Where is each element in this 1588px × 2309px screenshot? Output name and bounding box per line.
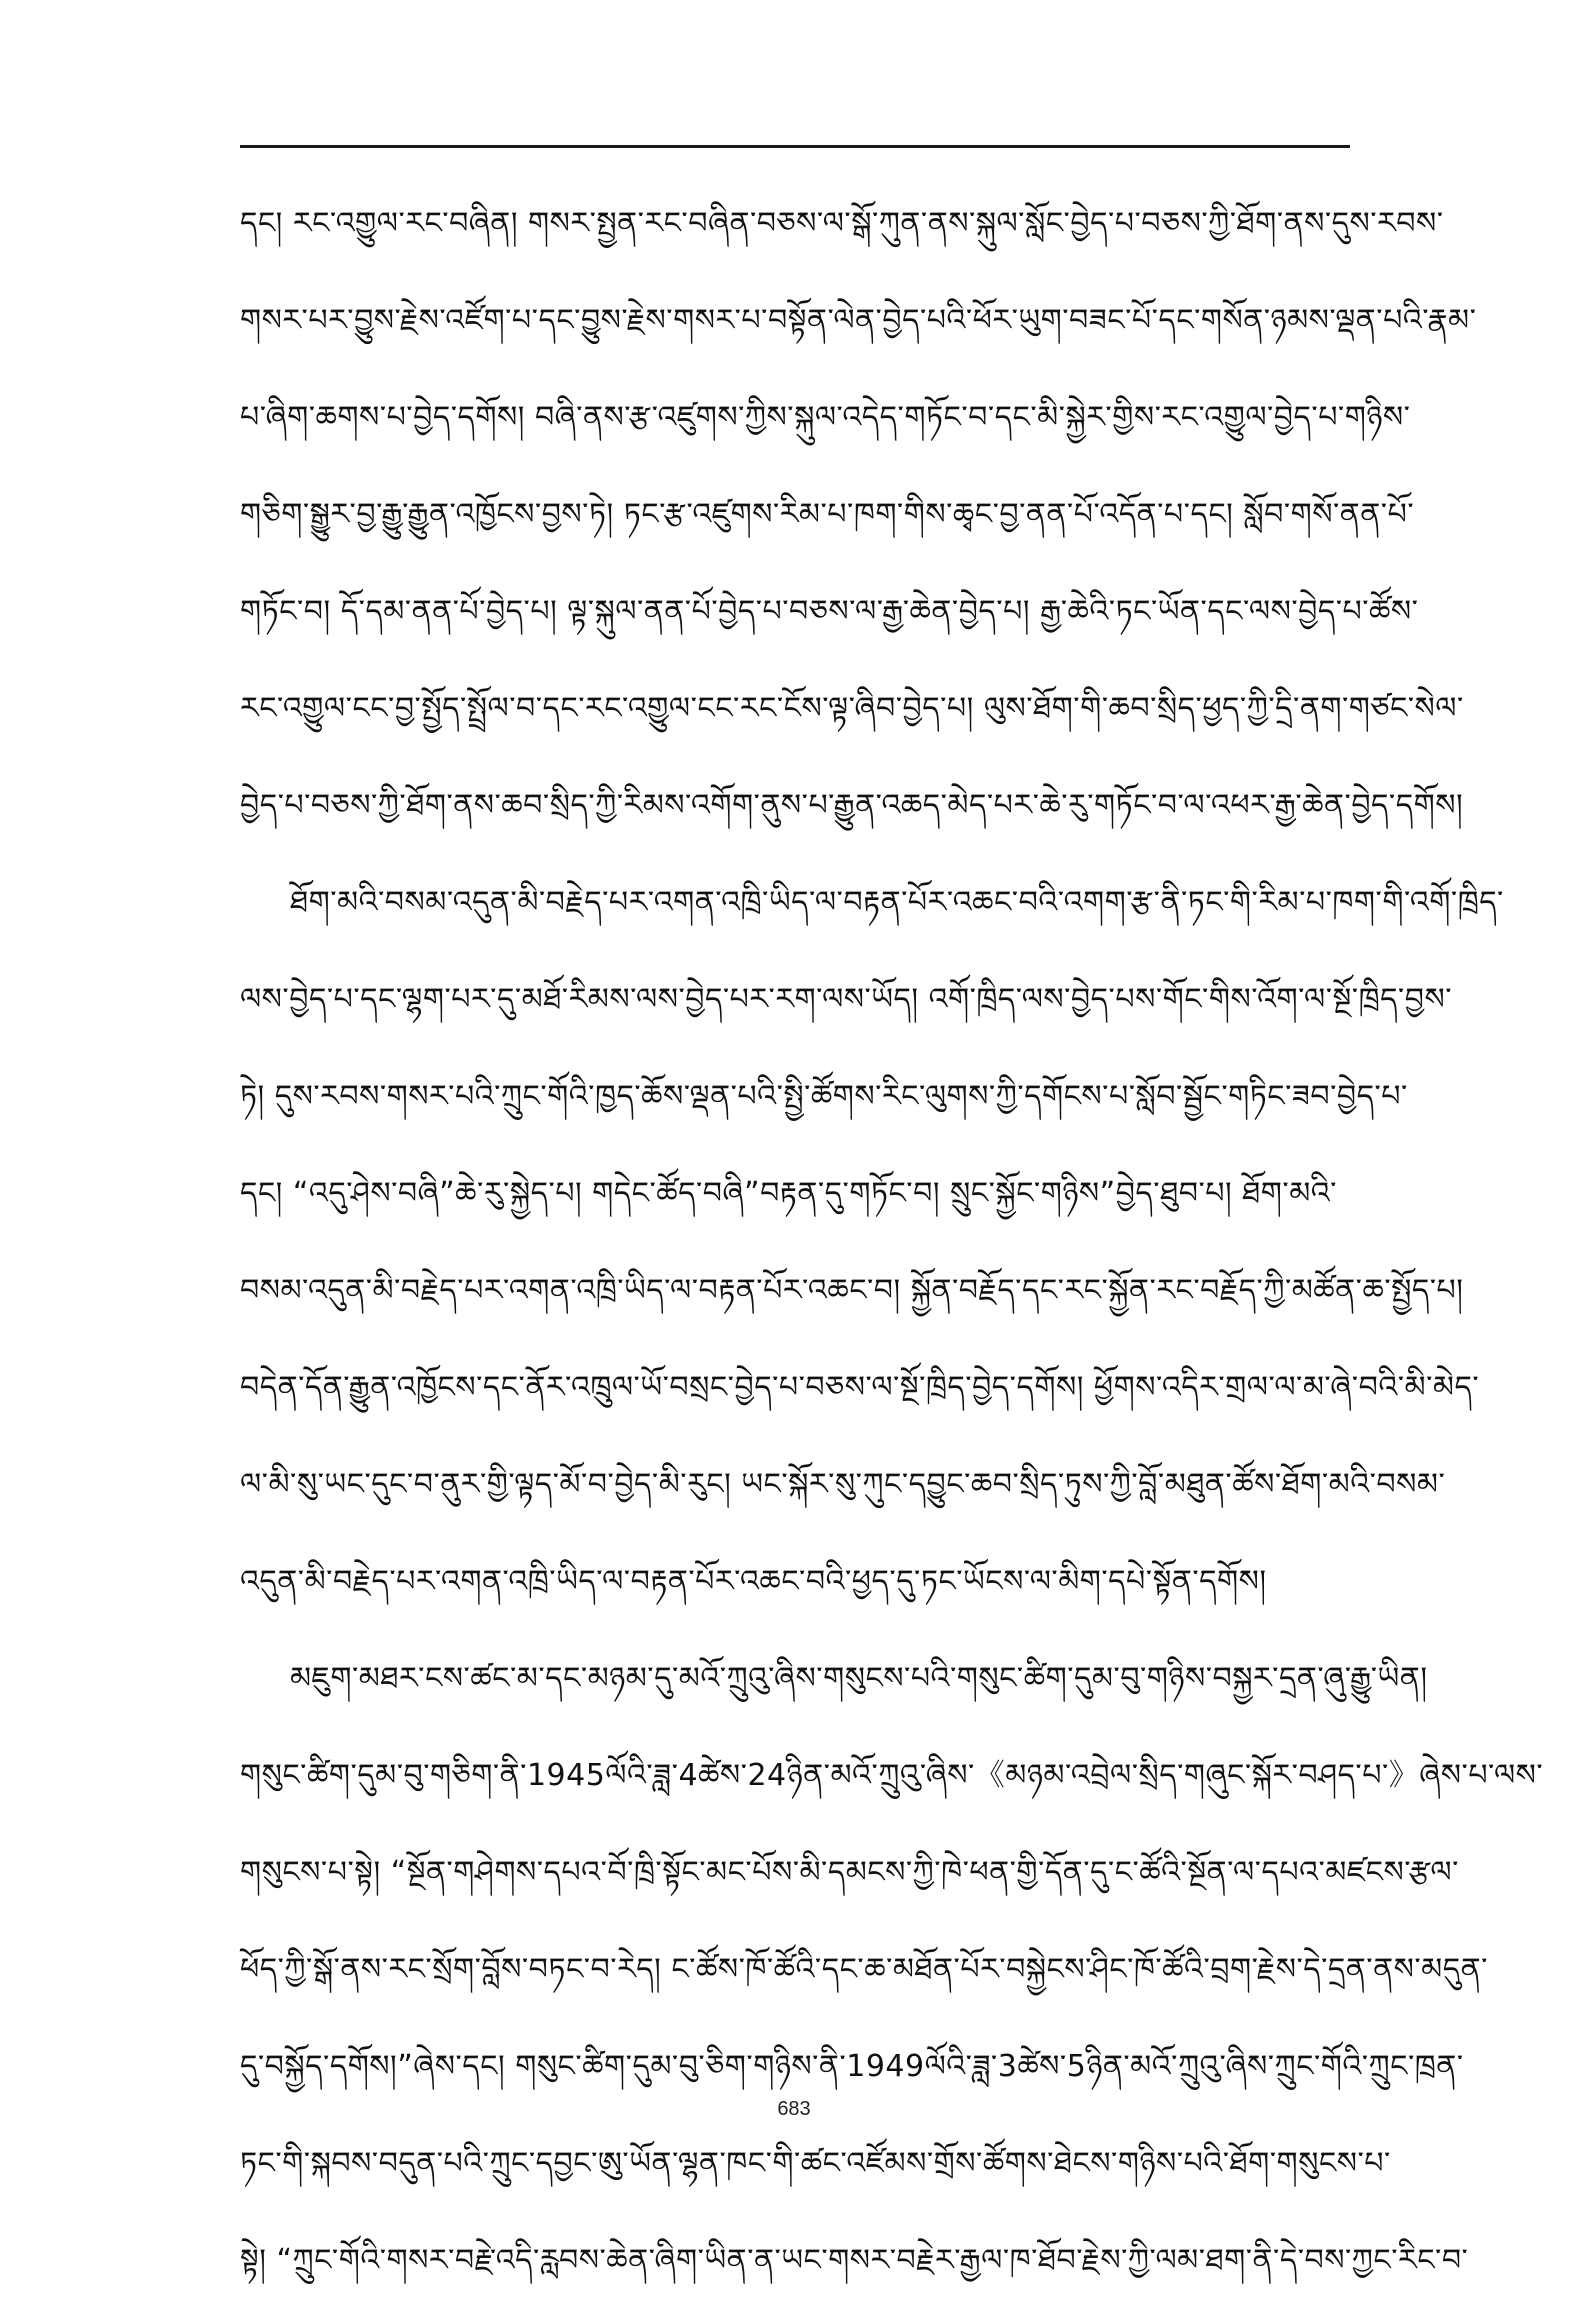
text-line: བསམ་འདུན་མི་བརྗེད་པར་འགན་འཁྲི་ཡིད་ལ་བརྟན་པོར་འཆང་བ། སྐྱོན་བརྗོད་དང་རང་སྐྱོན་རང་བརྗོད་ཀྱི་མཚོན་ཆ་སྤྱོད་པ། <box>240 1273 1464 1308</box>
header-rule <box>240 145 1350 148</box>
text-line: དང། “འདུ་ཤེས་བཞི”ཆེ་རུ་སྐྱེད་པ། གདེང་ཚོད་བཞི”བརྟན་དུ་གཏོང་བ། སྲུང་སྐྱོང་གཉིས”བྱེད་ཐུབ་པ། ཐོག་མའི་ <box>240 1176 1337 1211</box>
text-line: གཏོང་བ། དོ་དམ་ནན་པོ་བྱེད་པ། ལྟ་སྐུལ་ནན་པོ་བྱེད་པ་བཅས་ལ་རྒྱ་ཆེན་བྱེད་པ། རྒྱ་ཆེའི་ཏང་ཡོན་དང་ལས་བྱེད་པ་ཚོས་ <box>240 594 1419 629</box>
text-line: དུ་བསྐྱོད་དགོས།”ཞེས་དང། གསུང་ཚིག་དུམ་བུ་ཅིག་གཉིས་ནི་1949ལོའི་ཟླ་3ཚེས་5ཉིན་མའོ་ཀྲུའུ་ཞིས་ཀྲུང་གོའི་ཀྲུང་ཁྲན་ <box>240 2049 1464 2084</box>
text-line: བྱེད་པ་བཅས་ཀྱི་ཐོག་ནས་ཆབ་སྲིད་ཀྱི་རིམས་འགོག་ནུས་པ་རྒྱུན་འཆད་མེད་པར་ཆེ་རུ་གཏོང་བ་ལ་འཕར་རྒྱ་ཆེན་བྱེད་དགོས། <box>240 788 1464 823</box>
text-line: འདུན་མི་བརྗེད་པར་འགན་འཁྲི་ཡིད་ལ་བརྟན་པོར་འཆང་བའི་ཕྱད་དུ་ཏང་ཡོངས་ལ་མིག་དཔེ་སྟོན་དགོས། <box>240 1564 1267 1599</box>
text-line: དང། རང་འགྱུལ་རང་བཞིན། གསར་སྤྱན་རང་བཞིན་བཅས་ལ་སྒོ་ཀུན་ནས་སྐུལ་སློང་བྱེད་པ་བཅས་ཀྱི་ཐོག་ནས་དུས་རབས་ <box>240 206 1444 241</box>
text-line: ཏེ། དུས་རབས་གསར་པའི་ཀྲུང་གོའི་ཁྱད་ཆོས་ལྡན་པའི་སྤྱི་ཚོགས་རིང་ལུགས་ཀྱི་དགོངས་པ་སློབ་སྦྱོང་གཏིང་ཟབ་བྱེད་པ་ <box>240 1079 1408 1114</box>
paragraph-start-line: ཐོག་མའི་བསམ་འདུན་མི་བརྗེད་པར་འགན་འཁྲི་ཡིད་ལ་བརྟན་པོར་འཆང་བའི་འགག་རྩ་ནི་ཏང་གི་རིམ་པ་ཁག་གི་འགོ་ཁྲིད་ <box>290 885 1504 920</box>
body-text <box>240 175 1544 2309</box>
text-line: ལས་བྱེད་པ་དང་ལྷག་པར་དུ་མཐོ་རིམས་ལས་བྱེད་པར་རག་ལས་ཡོད། འགོ་ཁྲིད་ལས་བྱེད་པས་གོང་གིས་འོག་ལ་སྔོ་ཁྲིད་བྱས་ <box>240 982 1453 1017</box>
text-line: གཅིག་སྒྱུར་བྱ་རྒྱུ་རྒྱུན་འཁྱོངས་བྱས་ཏེ། ཏང་རྩ་འཛུགས་རིམ་པ་ཁག་གིས་ཆྭང་བྱ་ནན་པོ་འདོན་པ་དང། སློབ་གསོ་ནན་པོ་ <box>240 497 1415 532</box>
text-line: གསར་པར་བྱུས་རྗེས་འཛོག་པ་དང་བྱུས་རྗེས་གསར་པ་བསྟོན་ལེན་བྱེད་པའི་ཕོར་ཡུག་བཟང་པོ་དང་གསོན་ཉམས་ལྡན་པའི་རྣམ་ <box>240 303 1477 338</box>
text-line: སྟེ། “ཀྲུང་གོའི་གསར་བརྗེ་འདི་རླབས་ཆེན་ཞིག་ཡིན་ན་ཡང་གསར་བརྗེར་རྒྱལ་ཁ་ཐོབ་རྗེས་ཀྱི་ལམ་ཐག་ནི་དེ་བས་ཀྱང་རིང་བ་ <box>240 2243 1469 2278</box>
text-line: རང་འགྱུལ་ངང་བྱ་སྤྱོད་སྤྲོལ་བ་དང་རང་འགྱུལ་ངང་རང་ངོས་ལྟ་ཞིབ་བྱེད་པ། ལུས་ཐོག་གི་ཆབ་སྲིད་ཕྱད་ཀྱི་དྲི་ནག་གཙང་སེལ་ <box>240 691 1464 726</box>
text-line: བདེན་དོན་རྒྱུན་འཁྱོངས་དང་ནོར་འཁྲུལ་ཡོ་བསྲང་བྱེད་པ་བཅས་ལ་སྔོ་ཁྲིད་བྱེད་དགོས། ཕྱོགས་འདིར་གྲལ་ལ་མ་ཞེ་བའི་མི་མེད་ <box>240 1370 1480 1405</box>
text-line: གསུང་ཚིག་དུམ་བུ་གཅིག་ནི་1945ལོའི་ཟླ་4ཚེས་24ཉིན་མའོ་ཀྲུའུ་ཞིས་《མཉམ་འབྲེལ་སྲིད་གཞུང་སྐོར་བཤད་པ་》ཞེས་པ་ལས་ <box>240 1758 1544 1793</box>
paragraph-start-line: མཇུག་མཐར་ངས་ཚང་མ་དང་མཉམ་དུ་མའོ་ཀྲུའུ་ཞིས་གསུངས་པའི་གསུང་ཚིག་དུམ་བུ་གཉིས་བསྐྱར་དྲན་ཞུ་རྒྱུ་ཡིན། <box>290 1661 1428 1696</box>
text-line: གསུངས་པ་སྟེ། “སྔོན་གཤེགས་དཔའ་བོ་ཁྲི་སྟོང་མང་པོས་མི་དམངས་ཀྱི་ཁེ་ཕན་གྱི་དོན་དུ་ང་ཚོའི་སྔོན་ལ་དཔའ་མཛངས་རྩལ་ <box>240 1855 1459 1890</box>
text-line: ལ་མི་སུ་ཡང་དུང་བ་ནུར་གྱི་ལྟད་མོ་བ་བྱེད་མི་རུང། ཡང་སྐོར་སུ་ཀུང་དབྱུང་ཆབ་སྲིད་ཏུས་ཀྱི་བློ་མཐུན་ཚོས་ཐོག་མའི་བསམ་ <box>240 1467 1446 1502</box>
text-line: པ་ཞིག་ཆགས་པ་བྱེད་དགོས། བཞི་ནས་རྩ་འཛུགས་ཀྱིས་སྐུལ་འདེད་གཏོང་བ་དང་མི་སྐྱེར་གྱིས་རང་འགྱུལ་བྱེད་པ་གཉིས་ <box>240 400 1411 435</box>
page-number: 683 <box>777 2098 811 2120</box>
text-line: ཏང་གི་སྐབས་བདུན་པའི་ཀྲུང་དབྱང་ཨུ་ཡོན་ལྷན་ཁང་གི་ཚང་འཛོམས་གྲོས་ཚོགས་ཐེངས་གཉིས་པའི་ཐོག་གསུངས་པ་ <box>240 2146 1391 2181</box>
text-line: ཕོད་ཀྱི་སྒོ་ནས་རང་སྲོག་བློས་བཏང་བ་རེད། ང་ཚོས་ཁོ་ཚོའི་དང་ཆ་མཐོན་པོར་བསྐྱེངས་ཤིང་ཁོ་ཚོའི་བྲག་རྗེས་དེ་དྲན་ནས་མདུན་ <box>240 1952 1488 1987</box>
